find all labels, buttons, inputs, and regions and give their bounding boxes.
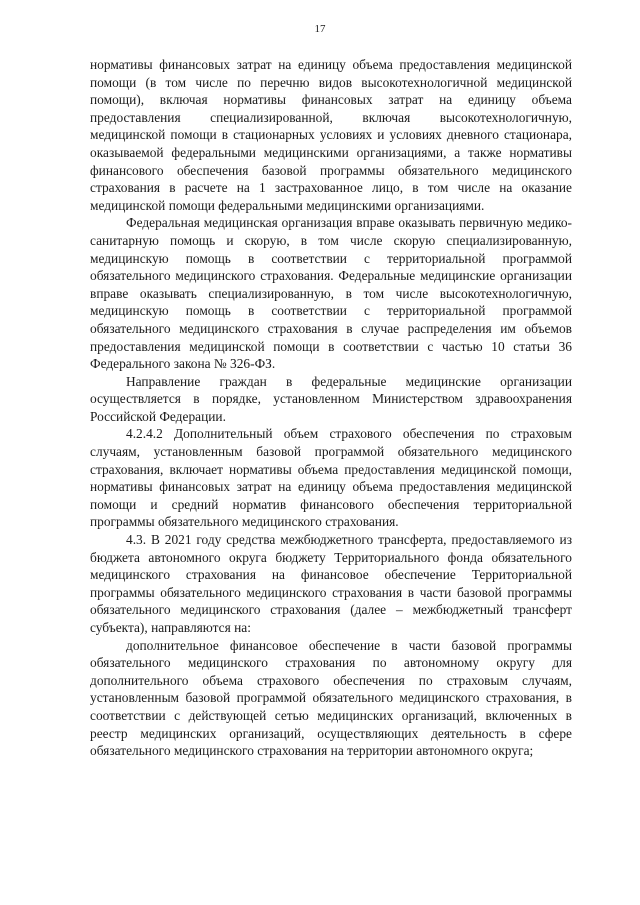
paragraph-section-4-3: 4.3. В 2021 году средства межбюджетного трансферта, предоставляемого из бюджета автономного округа бюджету Территориального фонда обязательного медицинского страхования на финансовое обеспечение Территориальной программы обязательного медицинского страхования в части базовой программы обязательного медицинского страхования (далее – межбюджетный трансферт субъекта), направляются на:: [90, 532, 572, 635]
paragraph-federal-organization: Федеральная медицинская организация вправе оказывать первичную медико-санитарную помощь и скорую, в том числе скорую специализированную, медицинскую помощь в соответствии с территориальной программой обязательного медицинского страхования. Федеральные медицинские организации вправе оказывать специализированную, в том числе высокотехнологичную, медицинскую помощь в соответствии с территориальной программой обязательного медицинского страхования в случае распределения им объемов предоставления медицинской помощи в соответствии с частью 10 статьи 36 Федерального закона № 326-ФЗ.: [90, 215, 572, 372]
paragraph-additional-funding: дополнительное финансовое обеспечение в части базовой программы обязательного медицинского страхования по автономному округу для дополнительного объема страхового обеспечения по страховым случаям, установленным базовой программой обязательного медицинского страхования, в соответствии с действующей сетью медицинских организаций, включенных в реестр медицинских организаций, осуществляющих деятельность в сфере обязательного медицинского страхования на территории автономного округа;: [90, 637, 572, 759]
paragraph-section-4-2-4-2: 4.2.4.2 Дополнительный объем страхового обеспечения по страховым случаям, установленным базовой программой обязательного медицинского страхования, включает нормативы объема предоставления медицинской помощи, нормативы финансовых затрат на единицу объема предоставления медицинской помощи и средний норматив финансового обеспечения территориальной программы обязательного медицинского страхования.: [90, 426, 572, 530]
paragraph-funding-norms: нормативы финансовых затрат на единицу объема предоставления медицинской помощи (в том числе по перечню видов высокотехнологичной медицинской помощи), включая нормативы финансовых затрат на единицу объема предоставления специализированной, включая высокотехнологичную, медицинской помощи в стационарных условиях и условиях дневного стационара, оказываемой федеральными медицинскими организациями, а также нормативы финансового обеспечения базовой программы обязательного медицинского страхования в расчете на 1 застрахованное лицо, в том числе на оказание медицинской помощи федеральными медицинскими организациями.: [90, 57, 572, 213]
paragraph-referral: Направление граждан в федеральные медицинские организации осуществляется в порядке, установленном Министерством здравоохранения Российской Федерации.: [90, 373, 572, 424]
page-number: 17: [314, 23, 326, 35]
document-body: [90, 56, 572, 760]
